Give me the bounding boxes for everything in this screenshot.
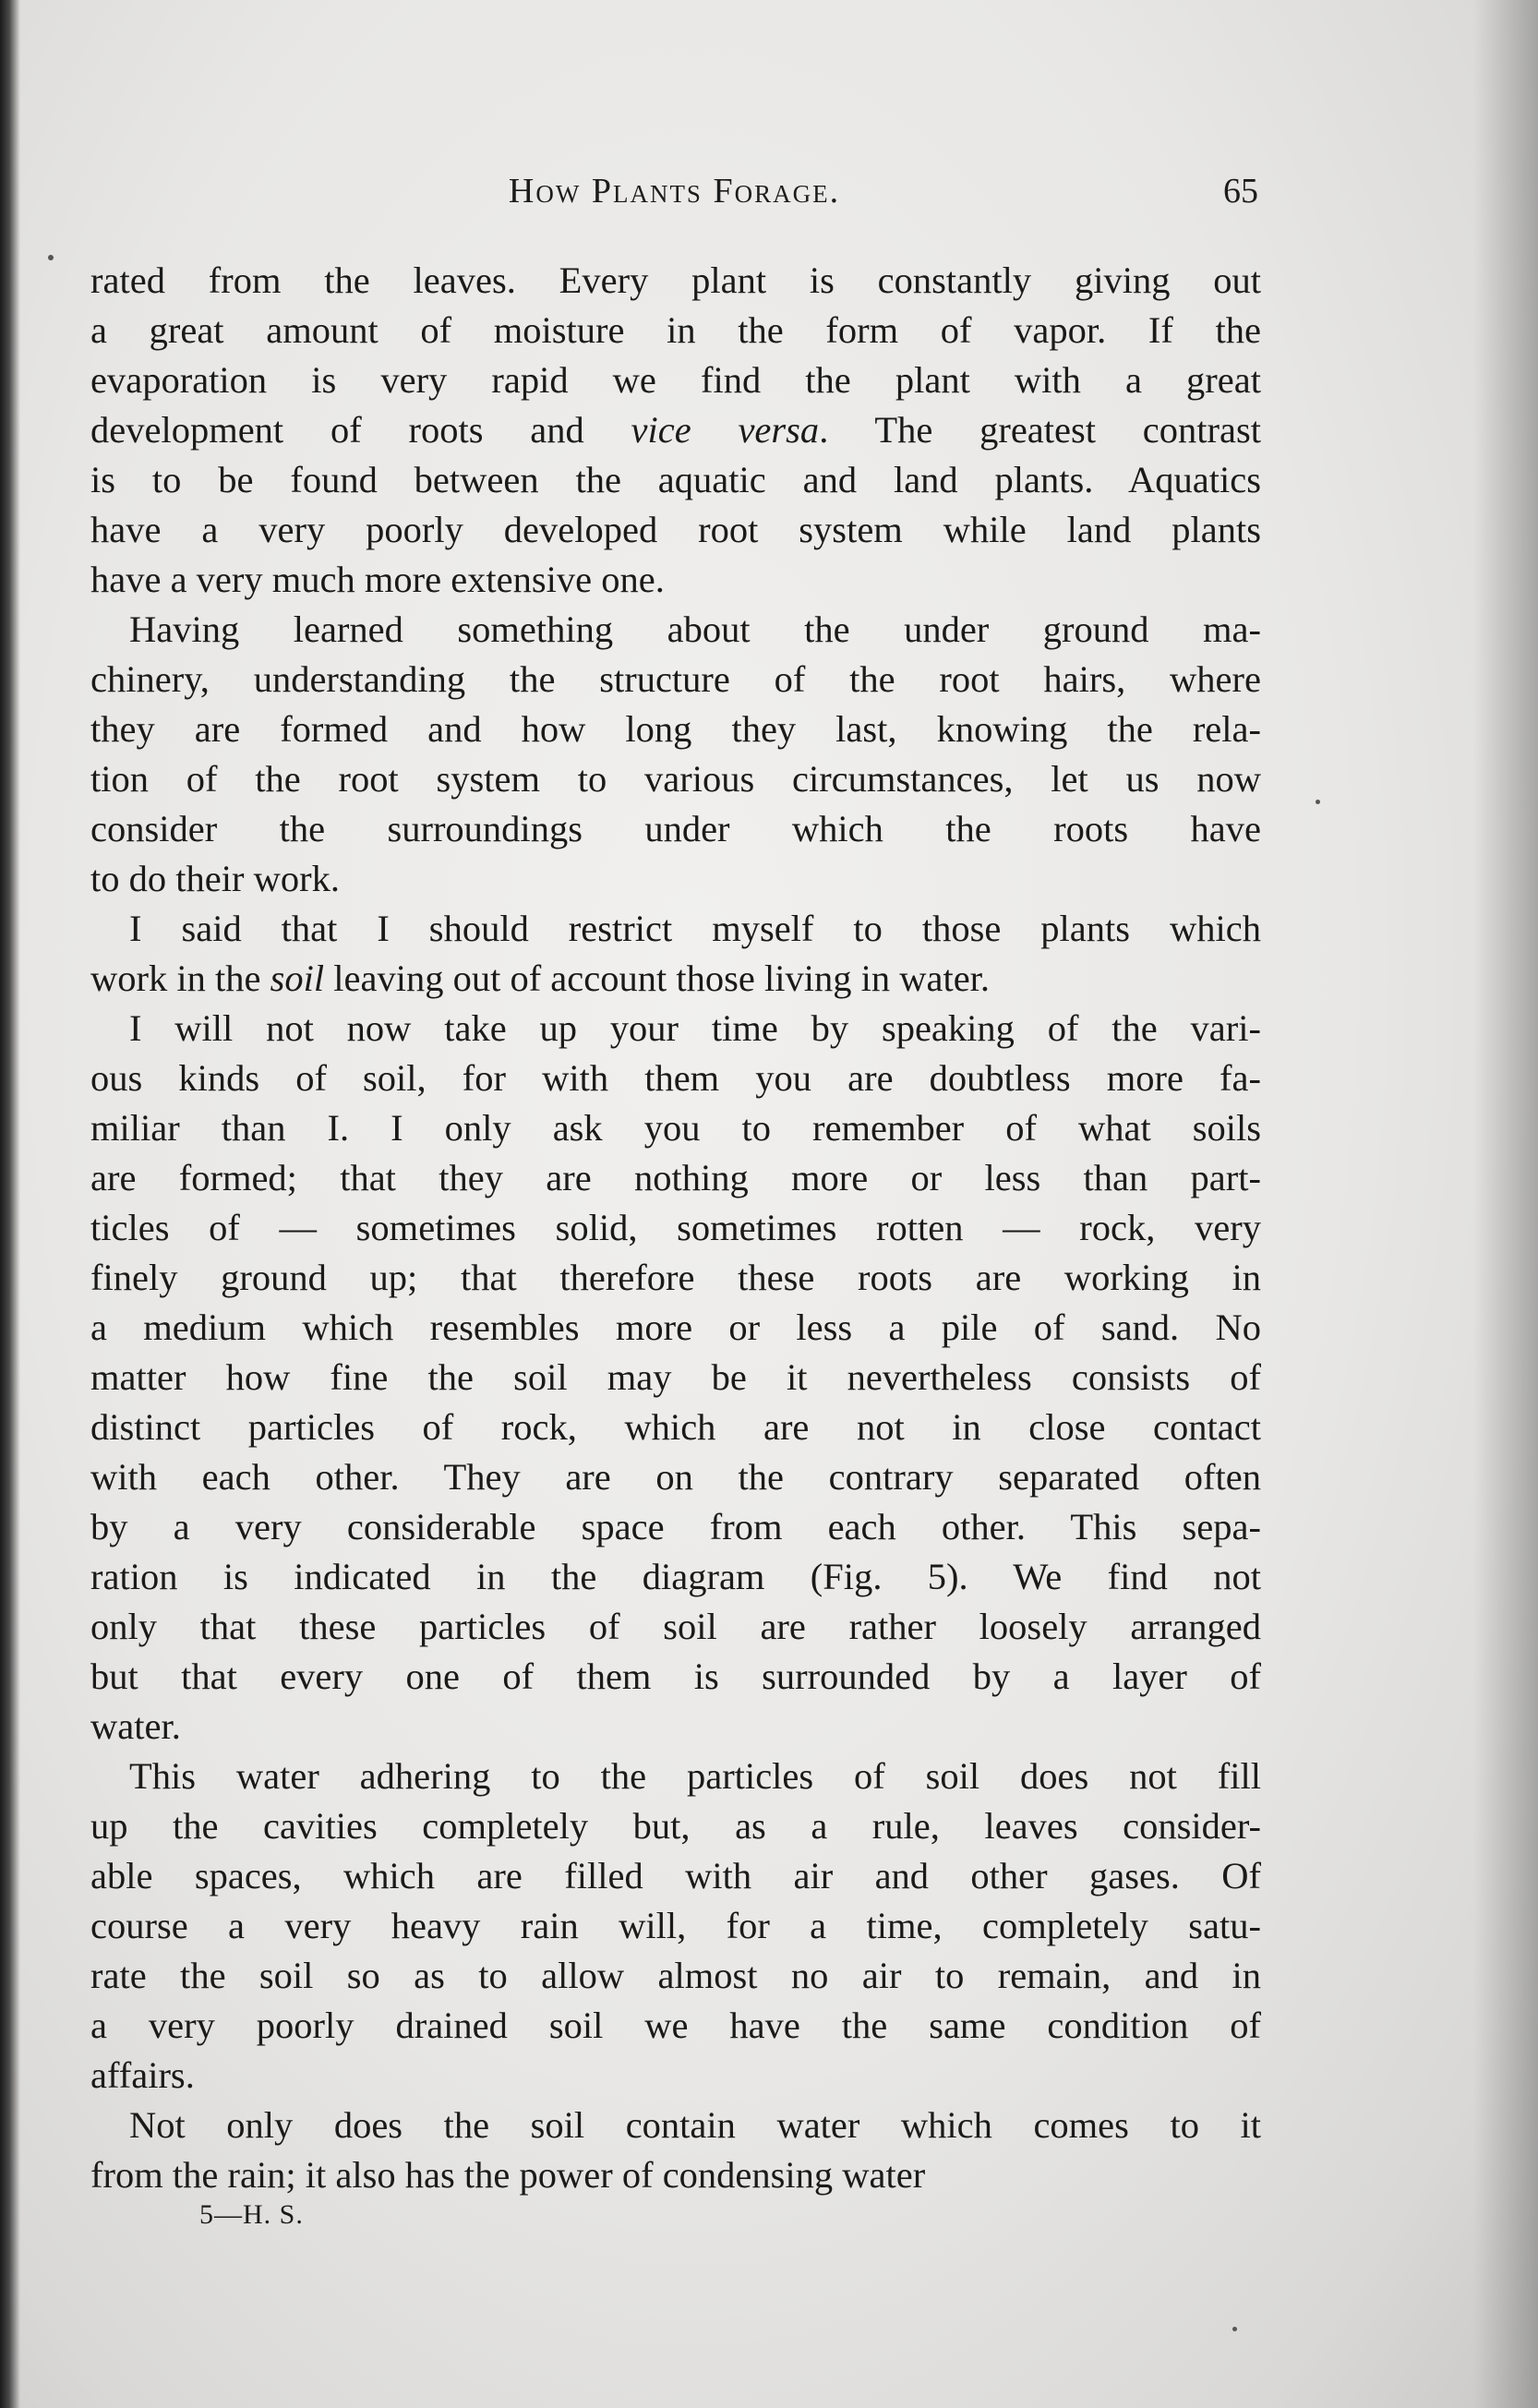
text-line: only that these particles of soil are rather loosely arranged: [90, 1606, 1261, 1647]
text-line: rate the soil so as to allow almost no air to remain, and in: [90, 1955, 1261, 1996]
page-edge-shadow: [1473, 0, 1538, 2408]
text-line: chinery, understanding the structure of the root hairs, where: [90, 658, 1261, 700]
text-line: matter how fine the soil may be it nevertheless consists of: [90, 1356, 1261, 1398]
text-line: ration is indicated in the diagram (Fig. 5). We find not: [90, 1556, 1261, 1597]
text-line: I said that I should restrict myself to those plants which: [129, 908, 1261, 949]
paragraph: [90, 605, 1261, 904]
body-text: [90, 256, 1261, 2200]
text-line: affairs.: [90, 2054, 195, 2096]
text-line: are formed; that they are nothing more or less than part-: [90, 1157, 1261, 1198]
text-line: rated from the leaves. Every plant is constantly giving out: [90, 259, 1261, 301]
text-line: course a very heavy rain will, for a time, completely satu-: [90, 1905, 1261, 1946]
page-header: [90, 171, 1258, 217]
text-line: a very poorly drained soil we have the same condition of: [90, 2005, 1261, 2046]
text-line: This water adhering to the particles of soil does not fill: [129, 1755, 1261, 1797]
paragraph: [90, 2101, 1261, 2200]
ink-speck: [1316, 800, 1320, 804]
text-line: consider the surroundings under which the roots have: [90, 808, 1261, 849]
text-line: work in the soil leaving out of account those living in water.: [90, 957, 991, 999]
text-line: with each other. They are on the contrary separated often: [90, 1456, 1261, 1498]
text-line: up the cavities completely but, as a rule, leaves consider-: [90, 1805, 1261, 1847]
ink-speck: [48, 255, 54, 260]
text-line: they are formed and how long they last, knowing the rela-: [90, 708, 1261, 750]
page-gutter-shadow: [0, 0, 20, 2408]
text-line: ticles of — sometimes solid, sometimes rotten — rock, very: [90, 1207, 1261, 1248]
text-line: tion of the root system to various circumstances, let us now: [90, 758, 1261, 800]
text-line: water.: [90, 1705, 181, 1747]
text-line: to do their work.: [90, 858, 340, 899]
text-line: a great amount of moisture in the form of vapor. If the: [90, 309, 1261, 351]
text-line: have a very poorly developed root system while land plants: [90, 509, 1261, 550]
signature-mark: 5—H. S.: [199, 2199, 304, 2230]
paragraph: [90, 1752, 1261, 2101]
text-line: a medium which resembles more or less a pile of sand. No: [90, 1306, 1261, 1348]
text-line: from the rain; it also has the power of condensing water: [90, 2154, 926, 2196]
text-line: evaporation is very rapid we find the plant with a great: [90, 359, 1261, 401]
text-line: ous kinds of soil, for with them you are doubtless more fa-: [90, 1057, 1261, 1099]
text-line: development of roots and vice versa. The greatest contrast: [90, 409, 1261, 451]
text-line: I will not now take up your time by speaking of the vari-: [129, 1007, 1261, 1049]
text-line: Having learned something about the under ground ma-: [129, 608, 1261, 650]
text-line: distinct particles of rock, which are not in close contact: [90, 1406, 1261, 1448]
text-line: Not only does the soil contain water which comes to it: [129, 2104, 1261, 2146]
text-line: is to be found between the aquatic and land plants. Aquatics: [90, 459, 1261, 500]
text-line: able spaces, which are filled with air and other gases. Of: [90, 1855, 1261, 1896]
page-number: 65: [1223, 172, 1258, 211]
text-line: by a very considerable space from each other. This sepa-: [90, 1506, 1261, 1547]
paragraph: [90, 1004, 1261, 1752]
paragraph: [90, 904, 1261, 1004]
text-line: but that every one of them is surrounded by a layer of: [90, 1656, 1261, 1697]
ink-speck: [1232, 2327, 1237, 2331]
running-head: How Plants Forage.: [508, 172, 841, 211]
paragraph: [90, 256, 1261, 605]
text-line: have a very much more extensive one.: [90, 559, 665, 600]
text-line: miliar than I. I only ask you to remember of what soils: [90, 1107, 1261, 1149]
text-line: finely ground up; that therefore these roots are working in: [90, 1257, 1261, 1298]
